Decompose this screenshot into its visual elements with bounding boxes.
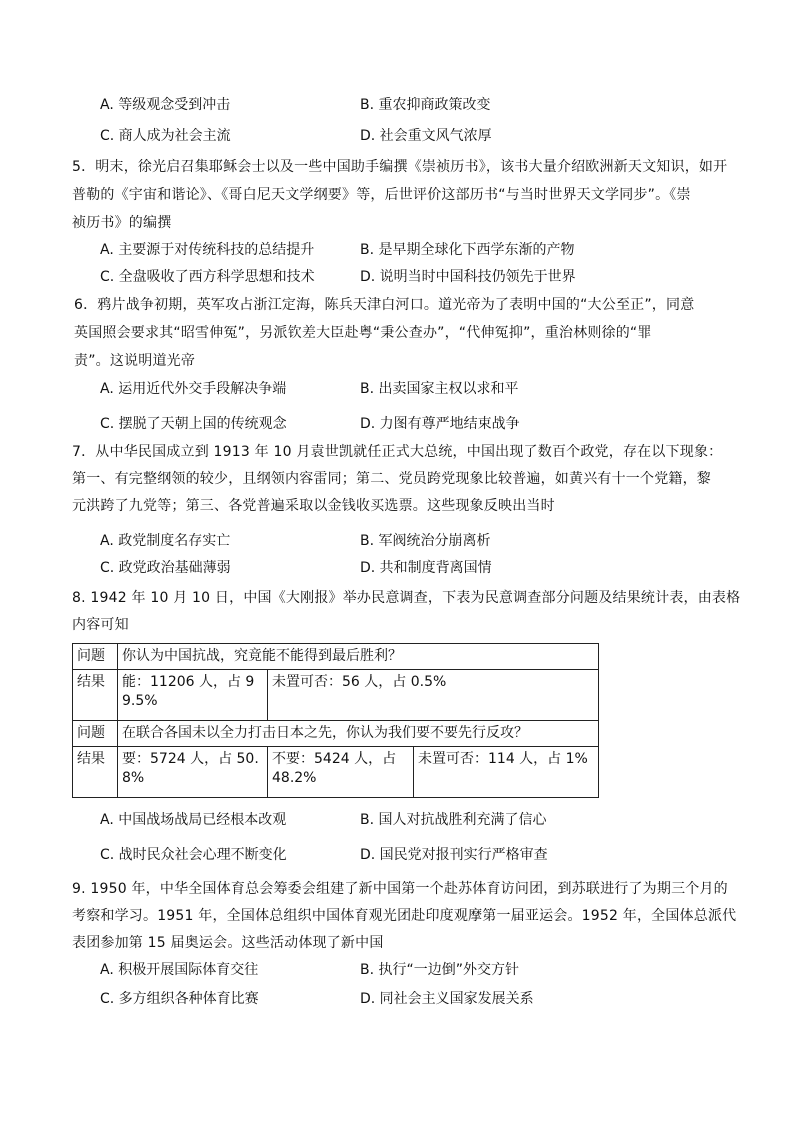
q8-stem-line2: 内容可知: [72, 617, 129, 633]
q8-option-b: B. 国人对抗战胜利充满了信心: [360, 812, 547, 828]
table-cell-label: 问题: [73, 644, 118, 670]
q5-option-b: B. 是早期全球化下西学东渐的产物: [360, 242, 575, 258]
q5-option-d: D. 说明当时中国科技仍领先于世界: [360, 269, 576, 285]
q7-option-c: C. 政党政治基础薄弱: [100, 560, 231, 576]
q8-option-a: A. 中国战场战局已经根本改观: [100, 812, 287, 828]
q7-stem-line3: 元洪跨了九党等；第三、各党普遍采取以金钱收买选票。这些现象反映出当时: [72, 498, 555, 514]
table-cell-label: 结果: [73, 670, 118, 721]
table-row: [73, 721, 599, 747]
table-cell-result: 不要：5424 人，占 48.2%: [268, 747, 414, 798]
q7-option-b: B. 军阀统治分崩离析: [360, 533, 491, 549]
q6-stem-line1: 6．鸦片战争初期，英军攻占浙江定海，陈兵天津白河口。道光帝为了表明中国的“大公至正”，同意: [74, 297, 695, 313]
q6-option-a: A. 运用近代外交手段解决争端: [100, 381, 287, 397]
q6-option-b: B. 出卖国家主权以求和平: [360, 381, 519, 397]
q5-stem-line3: 祯历书》的编撰: [72, 215, 172, 231]
table-cell-result: 要：5724 人，占 50.8%: [118, 747, 268, 798]
q7-stem-line2: 第一、有完整纲领的较少，且纲领内容雷同；第二、党员跨党现象比较普遍，如黄兴有十一个党籍，黎: [72, 471, 711, 487]
q9-option-d: D. 同社会主义国家发展关系: [360, 991, 534, 1007]
q4-option-d: D. 社会重文风气浓厚: [360, 128, 492, 144]
table-row: [73, 747, 599, 798]
survey-table: [72, 643, 599, 798]
q5-stem-line2: 普勒的《宇宙和谐论》、《哥白尼天文学纲要》等，后世评价这部历书“与当时世界天文学同步”。《崇: [72, 187, 691, 203]
table-cell-question: 你认为中国抗战，究竟能不能得到最后胜利？: [118, 644, 599, 670]
q4-option-c: C. 商人成为社会主流: [100, 128, 231, 144]
q6-option-c: C. 摆脱了天朝上国的传统观念: [100, 416, 287, 432]
q5-option-c: C. 全盘吸收了西方科学思想和技术: [100, 269, 315, 285]
q7-option-a: A. 政党制度名存实亡: [100, 533, 231, 549]
q5-option-a: A. 主要源于对传统科技的总结提升: [100, 242, 315, 258]
q7-stem-line1: 7．从中华民国成立到 1913 年 10 月袁世凯就任正式大总统，中国出现了数百个政党，存在以下现象：: [72, 444, 723, 460]
table-row: [73, 670, 599, 721]
table-row: [73, 644, 599, 670]
q4-option-b: B. 重农抑商政策改变: [360, 97, 491, 113]
q9-stem-line1: 9. 1950 年，中华全国体育总会筹委会组建了新中国第一个赴苏体育访问团，到苏联进行了为期三个月的: [72, 881, 728, 897]
q7-option-d: D. 共和制度背离国情: [360, 560, 492, 576]
q9-option-b: B. 执行“一边倒”外交方针: [360, 962, 520, 978]
table-cell-result: 未置可否：114 人，占 1%: [414, 747, 599, 798]
q5-stem-line1: 5．明末，徐光启召集耶稣会士以及一些中国助手编撰《崇祯历书》，该书大量介绍欧洲新天文知识，如开: [72, 159, 728, 175]
q8-option-d: D. 国民党对报刊实行严格审查: [360, 847, 548, 863]
table-cell-label: 结果: [73, 747, 118, 798]
q6-option-d: D. 力图有尊严地结束战争: [360, 416, 520, 432]
table-cell-label: 问题: [73, 721, 118, 747]
q8-stem-line1: 8. 1942 年 10 月 10 日，中国《大刚报》举办民意调查，下表为民意调查部分问题及结果统计表，由表格: [72, 590, 741, 606]
table-cell-question: 在联合各国未以全力打击日本之先，你认为我们要不要先行反攻？: [118, 721, 599, 747]
q9-option-a: A. 积极开展国际体育交往: [100, 962, 259, 978]
q8-option-c: C. 战时民众社会心理不断变化: [100, 847, 287, 863]
q4-option-a: A. 等级观念受到冲击: [100, 97, 231, 113]
q6-stem-line2: 英国照会要求其“昭雪伸冤”，另派钦差大臣赴粤“秉公查办”，“代伸冤抑”，重治林则徐的“罪: [74, 325, 652, 341]
table-cell-result: 未置可否：56 人，占 0.5%: [268, 670, 599, 721]
table-cell-result: 能：11206 人，占 99.5%: [118, 670, 268, 721]
q6-stem-line3: 责”。这说明道光帝: [74, 353, 196, 369]
q9-stem-line2: 考察和学习。1951 年，全国体总组织中国体育观光团赴印度观摩第一届亚运会。1952 年，全国体总派代: [72, 908, 737, 924]
q9-stem-line3: 表团参加第 15 届奥运会。这些活动体现了新中国: [72, 935, 384, 951]
q9-option-c: C. 多方组织各种体育比赛: [100, 991, 259, 1007]
